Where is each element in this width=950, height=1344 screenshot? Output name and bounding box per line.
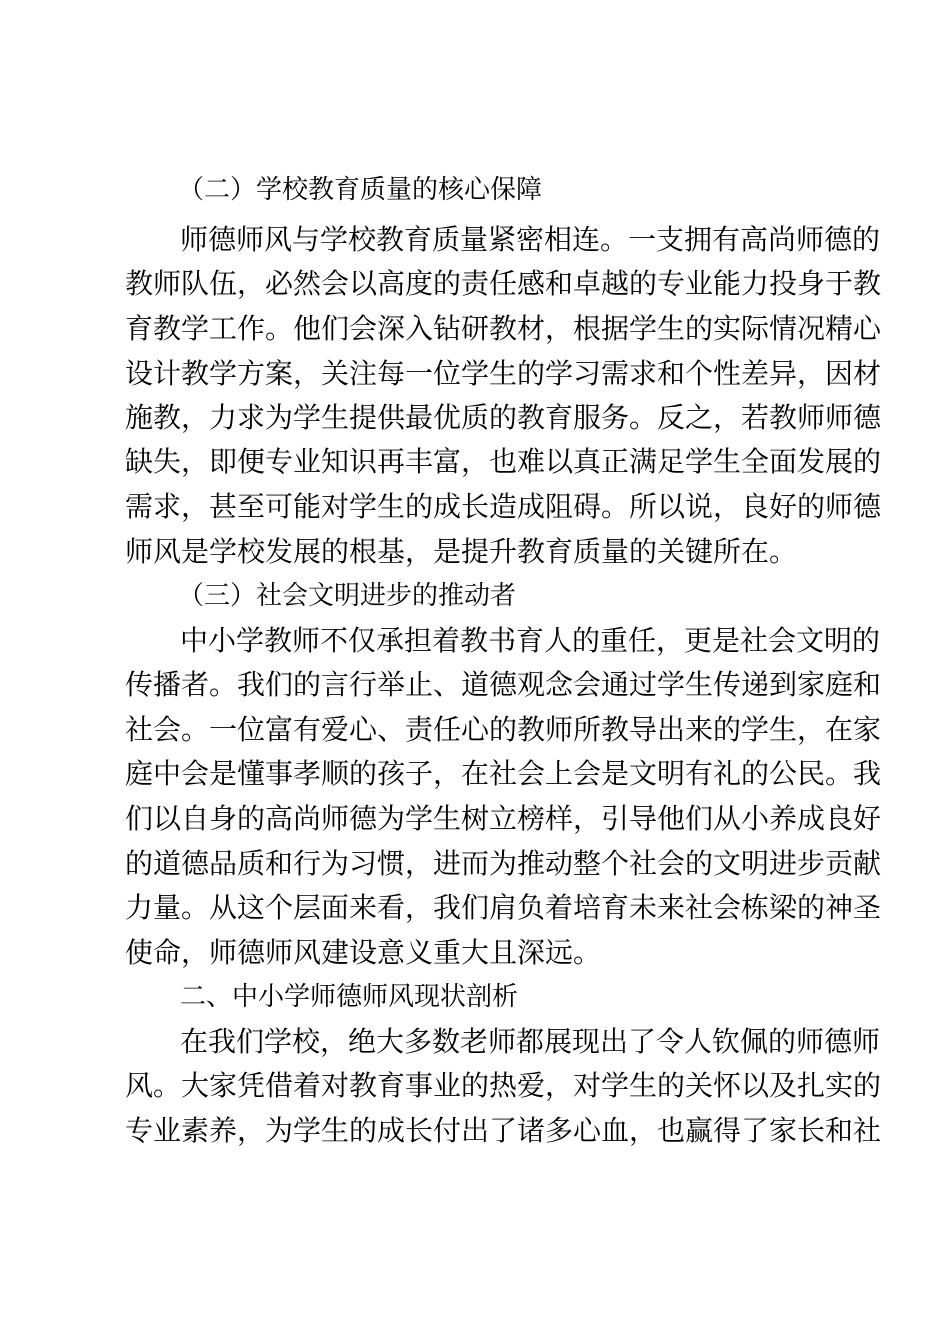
paragraph-line [0, 931, 950, 975]
heading-text: （三）社会文明进步的推动者 [178, 581, 517, 611]
paragraph-text: 们以自身的高尚师德为学生树立榜样，引导他们从小养成良好 [125, 802, 882, 835]
paragraph-line [0, 663, 950, 707]
paragraph-text: 缺失，即便专业知识再丰富，也难以真正满足学生全面发展的 [125, 445, 882, 478]
paragraph-line [0, 886, 950, 930]
paragraph-text: 育教学工作。他们会深入钻研教材，根据学生的实际情况精心 [125, 312, 882, 345]
paragraph-line [0, 218, 950, 262]
paragraph-text: 庭中会是懂事孝顺的孩子，在社会上会是文明有礼的公民。我 [125, 757, 882, 790]
paragraph-line [0, 797, 950, 841]
paragraph-line [0, 396, 950, 440]
paragraph-text: 师风是学校发展的根基，是提升教育质量的关键所在。 [125, 535, 798, 568]
paragraph-text: 社会。一位富有爱心、责任心的教师所教导出来的学生，在家 [125, 713, 882, 746]
paragraph-line [0, 1064, 950, 1108]
paragraph-line [0, 1109, 950, 1153]
paragraph-line [0, 619, 950, 663]
heading-text: （二）学校教育质量的核心保障 [178, 175, 543, 205]
paragraph-text: 教师队伍，必然会以高度的责任感和卓越的专业能力投身于教 [125, 267, 882, 300]
paragraph-text: 使命，师德师风建设意义重大且深远。 [125, 936, 602, 969]
paragraph-text: 力量。从这个层面来看，我们肩负着培育未来社会栋梁的神圣 [125, 891, 882, 924]
paragraph-text: 的道德品质和行为习惯，进而为推动整个社会的文明进步贡献 [125, 847, 882, 880]
paragraph-text: 师德师风与学校教育质量紧密相连。一支拥有高尚师德的 [180, 223, 881, 256]
paragraph-line [0, 842, 950, 886]
paragraph-line [0, 262, 950, 306]
paragraph-line [0, 1020, 950, 1064]
section-heading-3 [0, 574, 950, 618]
paragraph-text: 在我们学校，绝大多数老师都展现出了令人钦佩的师德师 [180, 1025, 881, 1058]
paragraph-text: 风。大家凭借着对教育事业的热爱，对学生的关怀以及扎实的 [125, 1069, 882, 1102]
paragraph-text: 施教，力求为学生提供最优质的教育服务。反之，若教师师德 [125, 401, 882, 434]
paragraph-text: 中小学教师不仅承担着教书育人的重任，更是社会文明的 [180, 624, 881, 657]
paragraph-text: 需求，甚至可能对学生的成长造成阻碍。所以说，良好的师德 [125, 490, 882, 523]
paragraph-line [0, 352, 950, 396]
paragraph-line [0, 485, 950, 529]
paragraph-line [0, 440, 950, 484]
paragraph-line [0, 752, 950, 796]
paragraph-line [0, 530, 950, 574]
paragraph-line [0, 307, 950, 351]
paragraph-line [0, 708, 950, 752]
section-heading-main-2 [0, 975, 950, 1019]
paragraph-text: 传播者。我们的言行举止、道德观念会通过学生传递到家庭和 [125, 668, 882, 701]
paragraph-text: 设计教学方案，关注每一位学生的学习需求和个性差异，因材 [125, 357, 882, 390]
paragraph-text: 专业素养，为学生的成长付出了诸多心血，也赢得了家长和社 [125, 1114, 882, 1147]
section-heading-2 [0, 168, 950, 212]
heading-text: 二、中小学师德师风现状剖析 [180, 982, 519, 1012]
